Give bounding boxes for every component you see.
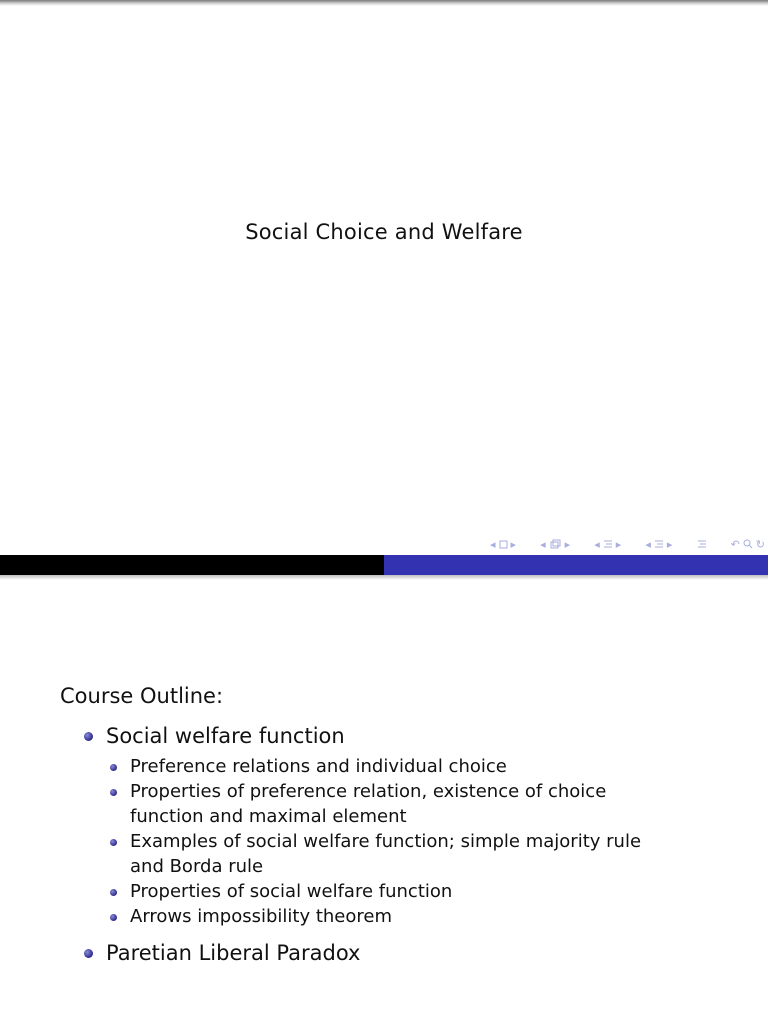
divider-left bbox=[0, 555, 384, 575]
nav-right-arrow-icon[interactable]: ▸ bbox=[615, 537, 622, 551]
outline-item-label: Paretian Liberal Paradox bbox=[106, 941, 361, 965]
bullet-icon bbox=[110, 914, 117, 921]
outline-heading: Course Outline: bbox=[60, 684, 224, 708]
outline-subitem-label: Preference relations and individual choice bbox=[130, 756, 507, 777]
nav-left-arrow-icon[interactable]: ◂ bbox=[540, 537, 546, 551]
nav-right-arrow-icon[interactable]: ▸ bbox=[564, 537, 571, 551]
course-outline-list bbox=[84, 722, 724, 967]
beamer-navigation-bar bbox=[490, 536, 765, 552]
divider-right bbox=[384, 555, 768, 575]
loop-back-icon[interactable]: ↶ bbox=[730, 537, 740, 551]
outline-subitem bbox=[110, 904, 670, 929]
outline-subitem bbox=[110, 779, 670, 829]
align-icon[interactable] bbox=[697, 539, 707, 549]
outline-subitem-label: Arrows impossibility theorem bbox=[130, 906, 392, 927]
divider-shadow bbox=[0, 575, 768, 580]
bullet-icon bbox=[110, 764, 117, 771]
nav-right-arrow-icon[interactable]: ▸ bbox=[510, 537, 517, 551]
bullet-icon bbox=[110, 839, 117, 846]
bullet-icon bbox=[110, 889, 117, 896]
section-icon[interactable] bbox=[654, 539, 664, 549]
bullet-icon bbox=[110, 789, 117, 796]
nav-left-arrow-icon[interactable]: ◂ bbox=[645, 537, 651, 551]
search-nav-group[interactable] bbox=[731, 538, 765, 551]
bullet-icon bbox=[84, 949, 93, 958]
outline-subitem-label: Properties of social welfare function bbox=[130, 881, 453, 902]
outline-subitem-label: Examples of social welfare function; simple majority rule and Borda rule bbox=[130, 831, 642, 877]
outline-subitem bbox=[110, 754, 670, 779]
nav-left-arrow-icon[interactable]: ◂ bbox=[594, 537, 600, 551]
outline-item-label: Social welfare function bbox=[106, 724, 345, 748]
section-icon[interactable] bbox=[603, 539, 613, 549]
loop-icon[interactable]: ↻ bbox=[755, 537, 765, 551]
nav-left-arrow-icon[interactable]: ◂ bbox=[490, 537, 496, 551]
outline-item bbox=[84, 939, 724, 967]
presentation-nav-group[interactable] bbox=[645, 538, 672, 551]
frame-icon[interactable] bbox=[499, 540, 508, 549]
outline-subitems bbox=[84, 754, 724, 929]
section-nav-group[interactable] bbox=[594, 538, 621, 551]
outline-subitem-label: Properties of preference relation, existence of choice function and maximal element bbox=[130, 781, 607, 827]
nav-right-arrow-icon[interactable]: ▸ bbox=[666, 537, 673, 551]
top-shadow bbox=[0, 0, 768, 6]
outline-item bbox=[84, 722, 724, 750]
subsection-nav-group[interactable] bbox=[540, 538, 570, 551]
frame-nav-group[interactable] bbox=[490, 538, 516, 551]
search-icon[interactable] bbox=[743, 539, 753, 549]
bullet-icon bbox=[84, 732, 93, 741]
slide-title: Social Choice and Welfare bbox=[245, 220, 523, 244]
outline-subitem bbox=[110, 879, 670, 904]
subsection-icon[interactable] bbox=[549, 539, 562, 549]
outline-subitem bbox=[110, 829, 670, 879]
